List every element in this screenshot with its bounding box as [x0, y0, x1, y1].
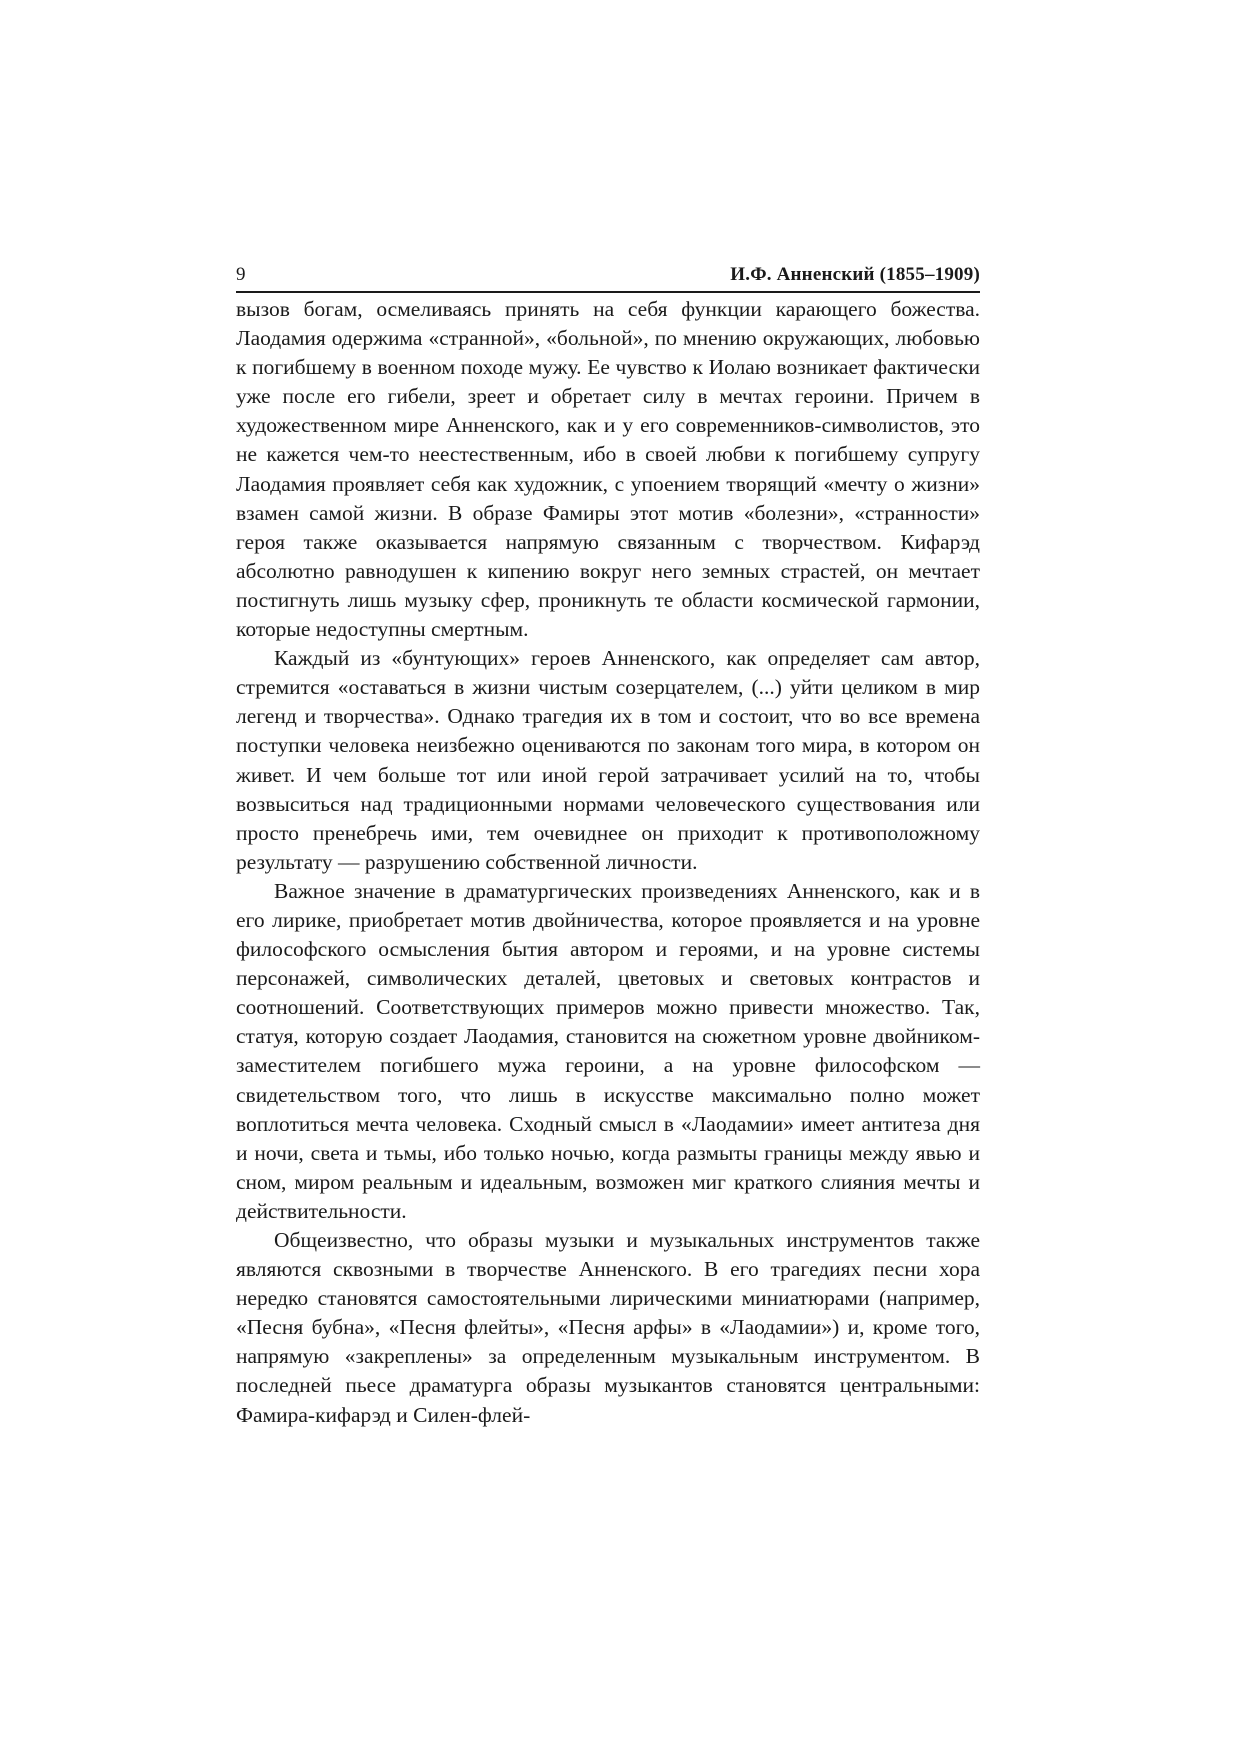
header-rule: [236, 291, 980, 293]
paragraph-1: вызов богам, осмеливаясь принять на себя функции карающего божества. Лаодамия одержима «странной», «больной», по мнению окружающих, любовью к погибшему в военном походе мужу. Ее чувство к Иолаю возникает фактически уже после его гибели, зреет и обретает силу в мечтах героини. Причем в художественном мире Анненского, как и у его современников-символистов, это не кажется чем-то неестественным, ибо в своей любви к погибшему супругу Лаодамия проявляет себя как художник, с упоением творящий «мечту о жизни» взамен самой жизни. В образе Фамиры этот мотив «болезни», «странности» героя также оказывается напрямую связанным с творчеством. Кифарэд абсолютно равнодушен к кипению вокруг него земных страстей, он мечтает постигнуть лишь музыку сфер, проникнуть те области космической гармонии, которые недоступны смертным.: [236, 297, 980, 642]
running-title: И.Ф. Анненский (1855–1909): [730, 264, 980, 285]
paragraph-4: Общеизвестно, что образы музыки и музыкальных инструментов также являются сквозными в творчестве Анненского. В его трагедиях песни хора нередко становятся самостоятельными лирическими миниатюрами (например, «Песня бубна», «Песня флейты», «Песня арфы» в «Лаодамии») и, кроме того, напрямую «закреплены» за определенным музыкальным инструментом. В последней пьесе драматурга образы музыкантов становятся центральными: Фамира-кифарэд и Силен-флей-: [236, 1228, 980, 1427]
page-number: 9: [236, 264, 246, 285]
running-head: [236, 262, 980, 288]
body-text: [236, 295, 980, 1430]
book-page: [236, 262, 980, 1430]
paragraph-2: Каждый из «бунтующих» героев Анненского, как определяет сам автор, стремится «оставаться в жизни чистым созерцателем, (...) уйти целиком в мир легенд и творчества». Однако трагедия их в том и состоит, что во все времена поступки человека неизбежно оцениваются по законам того мира, в котором он живет. И чем больше тот или иной герой затрачивает усилий на то, чтобы возвыситься над традиционными нормами человеческого существования или просто пренебречь ими, тем очевиднее он приходит к противоположному результату — разрушению собственной личности.: [236, 646, 980, 874]
paragraph-3: Важное значение в драматургических произведениях Анненского, как и в его лирике, приобретает мотив двойничества, которое проявляется и на уровне философского осмысления бытия автором и героями, и на уровне системы персонажей, символических деталей, цветовых и световых контрастов и соотношений. Соответствующих примеров можно привести множество. Так, статуя, которую создает Лаодамия, становится на сюжетном уровне двойником-заместителем погибшего мужа героини, а на уровне философском — свидетельством того, что лишь в искусстве максимально полно может воплотиться мечта человека. Сходный смысл в «Лаодамии» имеет антитеза дня и ночи, света и тьмы, ибо только ночью, когда размыты границы между явью и сном, миром реальным и идеальным, возможен миг краткого слияния мечты и действительности.: [236, 878, 980, 1223]
